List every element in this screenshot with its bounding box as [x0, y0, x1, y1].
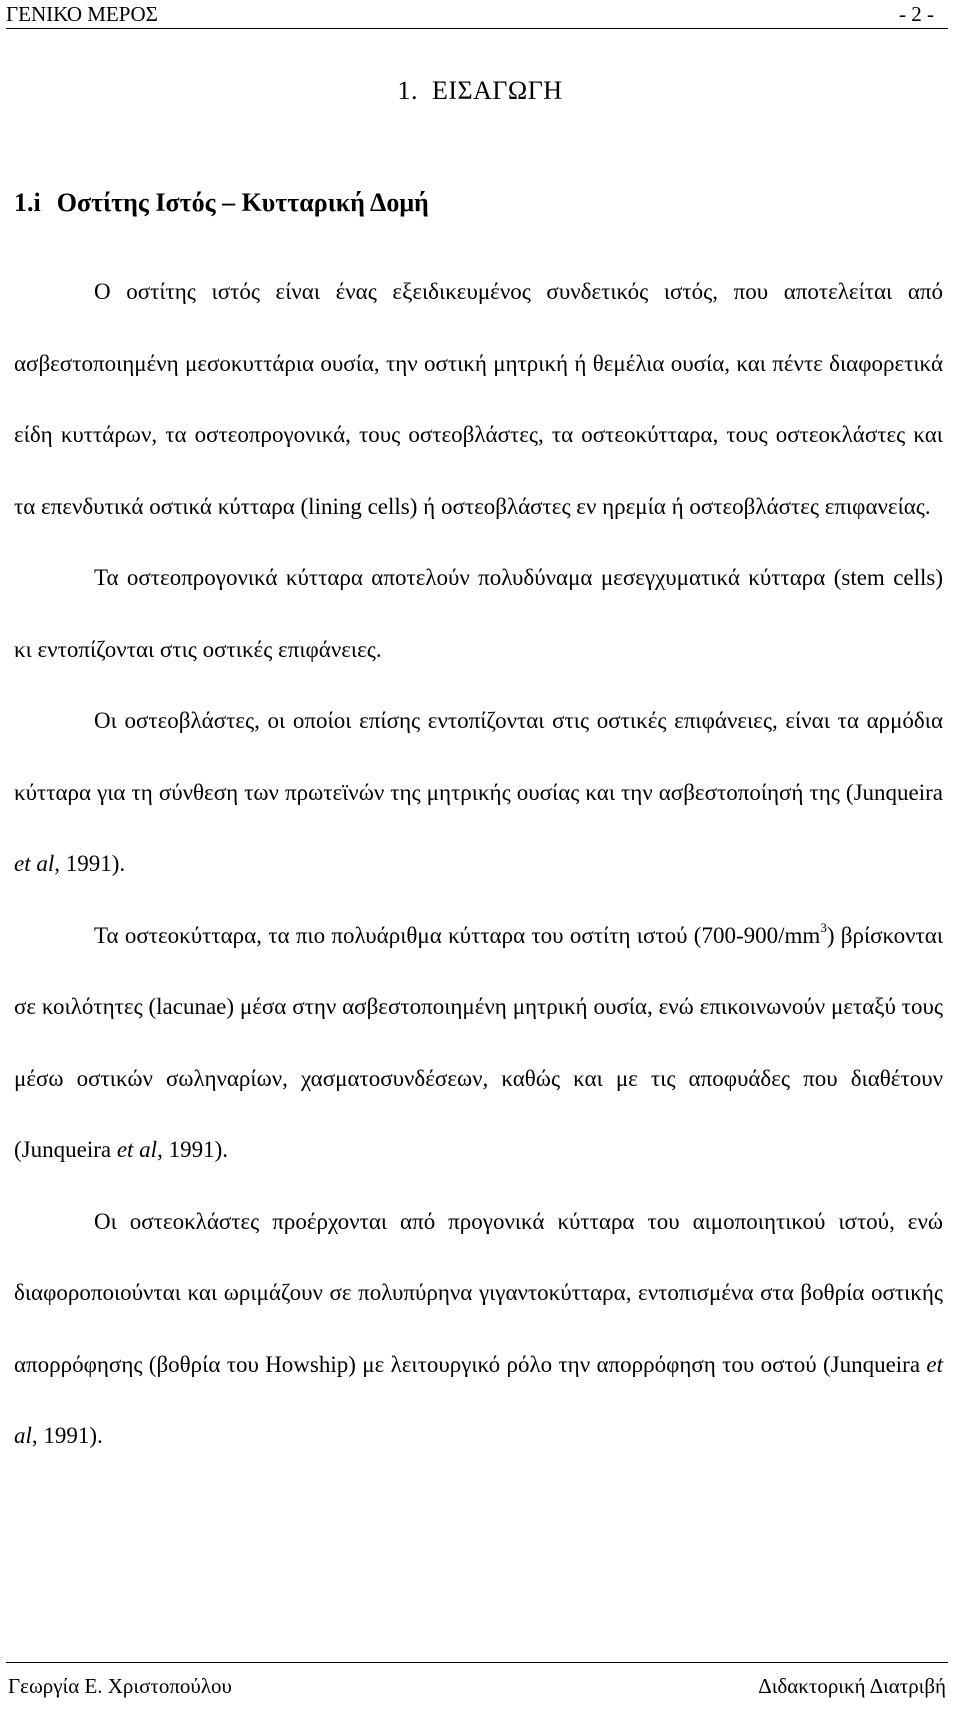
header-section-label: ΓΕΝΙΚΟ ΜΕΡΟΣ [6, 2, 158, 26]
paragraph-4 [14, 900, 943, 1186]
page-footer [0, 1660, 960, 1700]
header-rule [6, 28, 948, 29]
footer-document-type: Διδακτορική Διατριβή [758, 1674, 946, 1698]
section-title: Οστίτης Ιστός – Κυτταρική Δομή [56, 188, 429, 217]
paragraph-3-text: Οι οστεοβλάστες, οι οποίοι επίσης εντοπίζονται στις οστικές επιφάνειες, είναι τα αρμόδια κύτταρα για τη σύνθεση των πρωτεϊνών της μητρικής ουσίας και την ασβεστοποίησή της (Junqueira [14, 708, 943, 805]
paragraph-3-tail: , 1991). [54, 851, 126, 876]
chapter-number: 1. [397, 76, 418, 105]
paragraph-5 [14, 1186, 943, 1472]
paragraph-5-text: Οι οστεοκλάστες προέρχονται από προγονικά κύτταρα του αιμοποιητικού ιστού, ενώ διαφοροποιούνται και ωριμάζουν σε πολυπύρηνα γιγαντοκύτταρα, εντοπισμένα στα βοθρία οστικής απορρόφησης (βοθρία του Howship) με λειτουργικό ρόλο την απορρόφηση του οστού (Junqueira [14, 1208, 943, 1377]
superscript-3: 3 [820, 919, 827, 935]
page-header [0, 0, 960, 30]
chapter-title: ΕΙΣΑΓΩΓΗ [431, 76, 563, 105]
paragraph-4-tail: , 1991). [157, 1137, 228, 1162]
section-heading [14, 188, 429, 218]
paragraph-2: Τα οστεοπρογονικά κύτταρα αποτελούν πολυδύναμα μεσεγχυματικά κύτταρα (stem cells) κι εντοπίζονται στις οστικές επιφάνειες. [14, 565, 943, 662]
footer-author: Γεωργία Ε. Χριστοπούλου [8, 1674, 232, 1698]
paragraph-5-tail: , 1991). [31, 1423, 103, 1448]
footer-rule [6, 1662, 948, 1663]
section-number: 1.i [14, 188, 41, 217]
paragraph-4-middle: ) βρίσκονται σε κοιλότητες (lacunae) μέσα στην ασβεστοποιημένη μητρική ουσία, ενώ επικοινωνούν μεταξύ τους μέσω οστικών σωληναρίων, χασματοσυνδέσεων, καθώς και με τις αποφυάδες που διαθέτουν (Junqueira [14, 922, 944, 1162]
citation-et-al: et al [116, 1137, 158, 1162]
body-text [14, 256, 943, 1472]
paragraph-4-text: Τα οστεοκύτταρα, τα πιο πολυάριθμα κύτταρα του οστίτη ιστού (700-900/mm [94, 922, 821, 948]
paragraph-3 [14, 685, 943, 900]
paragraph-1: Ο οστίτης ιστός είναι ένας εξειδικευμένος συνδετικός ιστός, που αποτελείται από ασβεστοποιημένη μεσοκυττάρια ουσία, την οστική μητρική ή θεμέλια ουσία, και πέντε διαφορετικά είδη κυττάρων, τα οστεοπρογονικά, τους οστεοβλάστες, τα οστεοκύτταρα, τους οστεοκλάστες και τα επενδυτικά οστικά κύτταρα (lining cells) ή οστεοβλάστες εν ηρεμία ή οστεοβλάστες επιφανείας. [14, 279, 943, 519]
page-number: - 2 - [899, 2, 934, 26]
chapter-heading [0, 76, 960, 106]
citation-et-al: et al [14, 1351, 943, 1448]
citation-et-al: et al [14, 851, 55, 876]
